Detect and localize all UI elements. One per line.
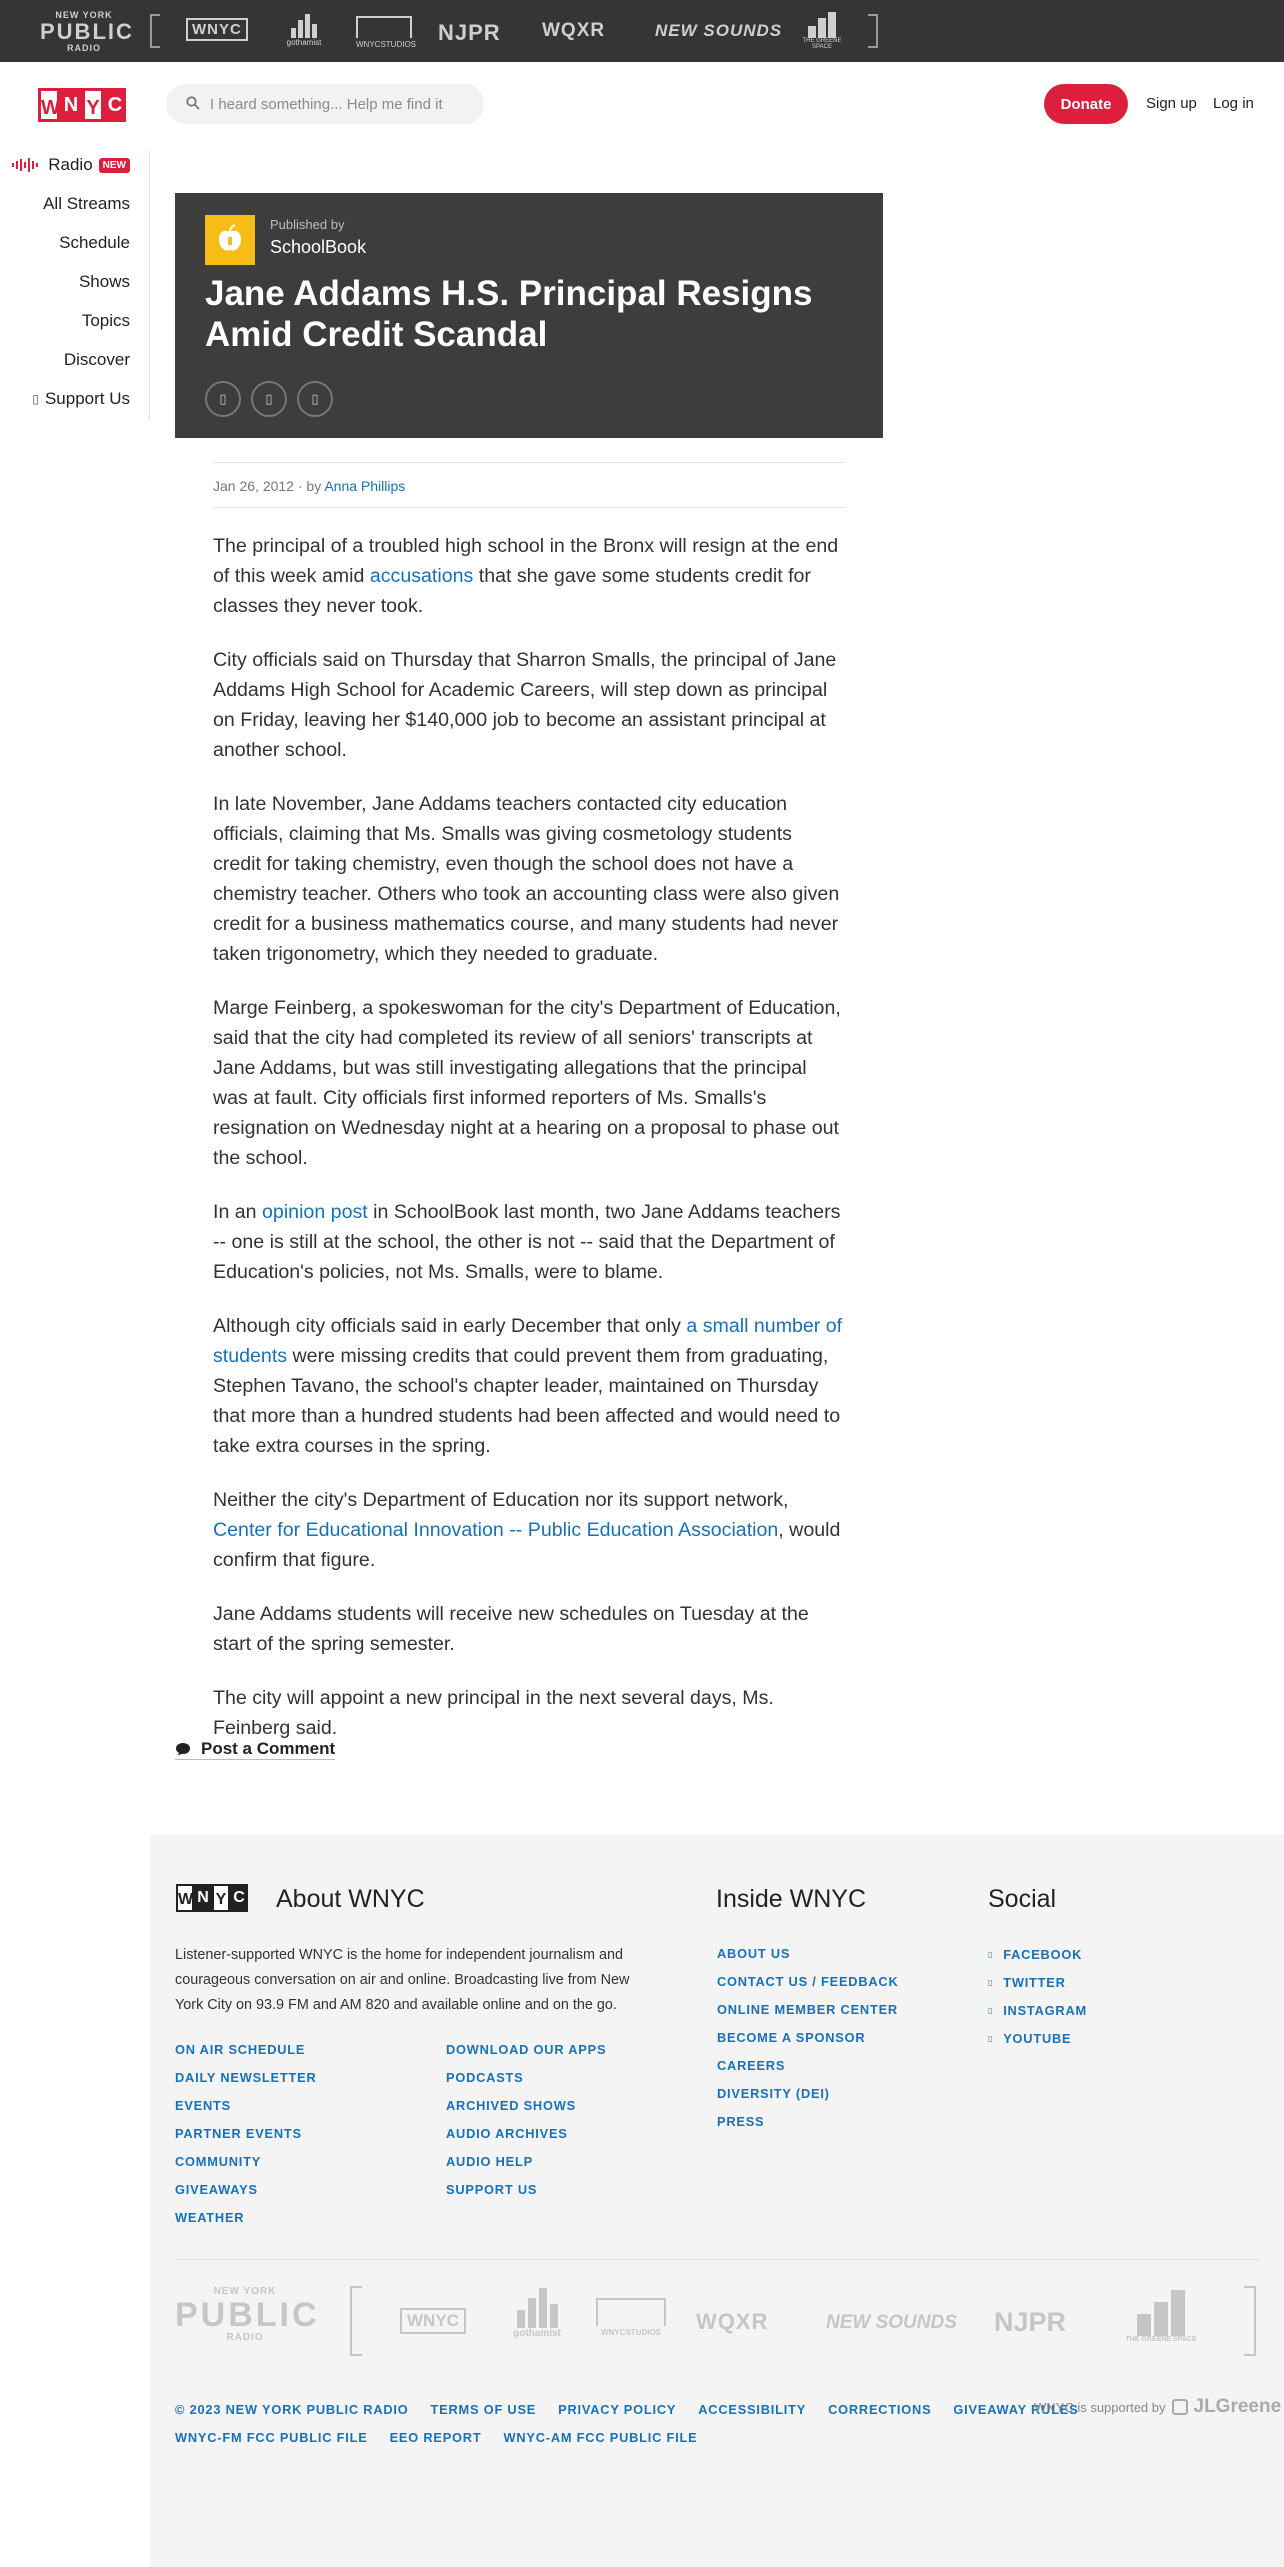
footer-link-audio-help[interactable]: AUDIO HELP — [446, 2154, 533, 2169]
donate-button[interactable]: Donate — [1044, 84, 1128, 124]
social-youtube[interactable] — [988, 2025, 1087, 2053]
page-title: Jane Addams H.S. Principal Resigns Amid Credit Scandal — [205, 274, 813, 354]
footer-logo-c: C — [230, 1884, 248, 1912]
footer-njpr-logo[interactable]: NJPR — [994, 2307, 1067, 2337]
footer-link-download-apps[interactable]: DOWNLOAD OUR APPS — [446, 2042, 607, 2057]
footer-bottom-row2 — [175, 2430, 697, 2445]
published-by-label: Published by — [270, 217, 345, 232]
studios-label: WNYCSTUDIOS — [356, 40, 416, 49]
network-bar — [0, 0, 1284, 62]
footer-bracket-right — [1244, 2286, 1256, 2356]
footer-links-inside — [717, 1940, 899, 2136]
social-instagram[interactable] — [988, 1997, 1087, 2025]
facebook-label: FACEBOOK — [1003, 1947, 1083, 1962]
sidebar-item-topics[interactable]: Topics — [81, 311, 130, 330]
footer-logo-n: N — [194, 1884, 212, 1912]
footer-link-audio-archives[interactable]: AUDIO ARCHIVES — [446, 2126, 568, 2141]
njpr-logo[interactable]: NJPR — [438, 20, 501, 45]
social-title: Social — [988, 1885, 1057, 1913]
footer-link-careers[interactable]: CAREERS — [717, 2058, 786, 2073]
newsounds-logo[interactable]: NEW SOUNDS — [655, 21, 783, 40]
footer-link-weather[interactable]: WEATHER — [175, 2210, 245, 2225]
jlgreene-icon — [1172, 2399, 1188, 2415]
p6-text-b: were missing credits that could prevent them from graduating, Stephen Tavano, the school's chapter leader, maintained on Thursday that more than a hundred students had been affected and would need to take extra courses in the spring. — [213, 1345, 841, 1457]
terms-link[interactable]: TERMS OF USE — [430, 2402, 537, 2417]
wnyc-logo[interactable] — [38, 88, 126, 122]
footer-links-col2 — [446, 2036, 606, 2204]
sidebar-item-radio-label: Radio — [48, 155, 93, 174]
footer-wqxr-logo[interactable]: WQXR — [696, 2309, 769, 2334]
nypr-logo-small: NEW YORK — [55, 10, 113, 20]
twitter-icon: ▯ — [988, 1978, 994, 1987]
login-link[interactable]: Log in — [1213, 95, 1254, 112]
about-title: About WNYC — [276, 1885, 425, 1913]
p5-text-a: In an — [213, 1201, 263, 1223]
footer-divider — [175, 2259, 1260, 2260]
footer-logo-w: W — [176, 1884, 194, 1912]
accusations-link[interactable]: accusations — [369, 565, 474, 587]
signup-link[interactable]: Sign up — [1146, 95, 1197, 112]
p5-text-b: in SchoolBook last month, two Jane Addams teachers -- one is still at the school, the other is not -- said that the Department of Education's policies, not Ms. Smalls, were to blame. — [213, 1201, 841, 1283]
paragraph-4: Marge Feinberg, a spokeswoman for the city's Department of Education, said that the city had completed its review of all seniors' transcripts at Jane Addams, but was still investigating allegations that the principal was at fault. City officials first informed reporters of Ms. Smalls's resignation on Wednesday night at a hearing on a proposal to phase out the school. — [213, 997, 841, 1169]
greene-space-logo[interactable] — [800, 12, 844, 50]
footer-wnyc-logo[interactable] — [176, 1884, 248, 1912]
search-icon — [186, 96, 200, 110]
wqxr-logo[interactable]: WQXR — [542, 20, 606, 41]
wnyc-studios-logo[interactable] — [356, 16, 416, 49]
footer-link-events[interactable]: EVENTS — [175, 2098, 231, 2113]
am-fcc-file-link[interactable]: WNYC-AM FCC PUBLIC FILE — [503, 2430, 698, 2445]
author-link[interactable]: Anna Phillips — [324, 478, 406, 494]
share-email-button[interactable]: ▯ — [297, 381, 333, 417]
footer-link-podcasts[interactable]: PODCASTS — [446, 2070, 524, 2085]
paragraph-2: City officials said on Thursday that Sharron Smalls, the principal of Jane Addams High School for Academic Careers, will step down as principal on Friday, leaving her $140,000 job to become an assistant principal at another school. — [213, 649, 837, 761]
footer-gothamist-logo[interactable] — [506, 2288, 568, 2339]
share-facebook-button[interactable]: ▯ — [205, 381, 241, 417]
wnyc-network-logo[interactable]: WNYC — [186, 18, 248, 41]
footer-link-about-us[interactable]: ABOUT US — [717, 1946, 791, 1961]
privacy-link[interactable]: PRIVACY POLICY — [558, 2402, 677, 2417]
instagram-label: INSTAGRAM — [1003, 2003, 1087, 2018]
comment-icon — [175, 1742, 191, 1756]
schoolbook-logo[interactable] — [205, 215, 255, 265]
footer-greene-logo[interactable] — [1124, 2290, 1198, 2343]
footer-logo-y: Y — [212, 1884, 230, 1912]
footer-wnyc-network-logo[interactable]: WNYC — [400, 2308, 466, 2334]
audio-wave-icon — [12, 158, 42, 172]
social-facebook[interactable] — [988, 1941, 1087, 1969]
footer-bottom-row1 — [175, 2402, 1078, 2417]
sidebar-item-schedule[interactable]: Schedule — [59, 233, 130, 252]
footer-gothamist-label: gothamist — [513, 2328, 561, 2339]
paragraph-1 — [213, 531, 845, 621]
search-bar[interactable] — [166, 84, 484, 124]
article-date: Jan 26, 2012 — [213, 478, 294, 494]
sidebar-item-support-label: Support Us — [44, 389, 130, 408]
article-hero — [175, 193, 883, 438]
footer-link-diversity[interactable]: DIVERSITY (DEI) — [717, 2086, 830, 2101]
eeo-report-link[interactable]: EEO REPORT — [389, 2430, 482, 2445]
p6-text-a: Although city officials said in early December that only — [213, 1315, 687, 1337]
footer-link-on-air-schedule[interactable]: ON AIR SCHEDULE — [175, 2042, 306, 2057]
paragraph-6 — [213, 1311, 845, 1461]
paragraph-8: Jane Addams students will receive new schedules on Tuesday at the start of the spring semester. — [213, 1603, 809, 1655]
youtube-label: YOUTUBE — [1003, 2031, 1072, 2046]
footer-link-press[interactable]: PRESS — [717, 2114, 765, 2129]
footer-link-archived-shows[interactable]: ARCHIVED SHOWS — [446, 2098, 576, 2113]
gothamist-label: gothamist — [286, 38, 322, 47]
footer — [150, 1834, 1284, 2567]
share-twitter-button[interactable]: ▯ — [251, 381, 287, 417]
paragraph-5 — [213, 1197, 845, 1287]
sidebar-item-support-us[interactable] — [32, 389, 130, 409]
footer-link-community[interactable]: COMMUNITY — [175, 2154, 262, 2169]
footer-greene-label: THE GREENE SPACE — [1125, 2336, 1197, 2343]
footer-link-partner-events[interactable]: PARTNER EVENTS — [175, 2126, 302, 2141]
sidebar-item-discover[interactable]: Discover — [63, 350, 130, 369]
inside-title: Inside WNYC — [716, 1885, 867, 1913]
side-nav — [0, 150, 150, 420]
search-input[interactable] — [210, 92, 470, 116]
publisher-name[interactable]: SchoolBook — [270, 237, 367, 257]
footer-link-member-center[interactable]: ONLINE MEMBER CENTER — [717, 2002, 898, 2017]
p7-text-b: , would confirm that figure. — [213, 1519, 841, 1571]
twitter-label: TWITTER — [1003, 1975, 1066, 1990]
nypr-logo-big: PUBLIC — [40, 19, 134, 44]
article-body — [213, 531, 845, 1767]
nypr-logo-sub: RADIO — [67, 43, 101, 53]
footer-studios-logo[interactable] — [596, 2298, 666, 2337]
footer-nypr-small: NEW YORK — [213, 2286, 277, 2297]
fm-fcc-file-link[interactable]: WNYC-FM FCC PUBLIC FILE — [175, 2430, 368, 2445]
new-badge: NEW — [99, 158, 130, 173]
apple-icon — [205, 215, 255, 265]
corrections-link[interactable]: CORRECTIONS — [828, 2402, 932, 2417]
instagram-icon: ▯ — [988, 2006, 994, 2015]
facebook-icon: ▯ — [988, 1950, 994, 1959]
logo-letter-c: C — [104, 88, 126, 122]
post-comment-link[interactable] — [175, 1739, 335, 1760]
footer-link-support-us[interactable]: SUPPORT US — [446, 2182, 538, 2197]
footer-nypr-logo[interactable] — [175, 2286, 320, 2344]
copyright: © 2023 NEW YORK PUBLIC RADIO — [175, 2402, 409, 2417]
sponsor-name[interactable]: JLGreene — [1193, 2396, 1282, 2417]
footer-nypr-big: PUBLIC — [175, 2296, 320, 2334]
bracket-left — [150, 14, 160, 48]
nypr-logo[interactable] — [40, 10, 134, 54]
p7-text-a: Neither the city's Department of Education nor its support network, — [213, 1489, 789, 1511]
footer-nypr-sub: RADIO — [226, 2332, 264, 2343]
meta-by: by — [306, 478, 322, 494]
sidebar-item-all-streams[interactable]: All Streams — [43, 194, 130, 213]
sidebar-item-radio[interactable] — [12, 155, 130, 175]
footer-link-become-sponsor[interactable]: BECOME A SPONSOR — [717, 2030, 866, 2045]
opinion-post-link[interactable]: opinion post — [262, 1201, 368, 1223]
paragraph-9: The city will appoint a new principal in the next several days, Ms. Feinberg said. — [213, 1687, 774, 1739]
p1-text-a: The principal of a troubled high school in the Bronx will resign at the end of this week amid — [213, 535, 839, 587]
footer-links-social — [988, 1941, 1087, 2053]
gothamist-logo[interactable] — [284, 14, 324, 47]
footer-studios-label: WNYCSTUDIOS — [601, 2328, 661, 2337]
supported-by — [1034, 2396, 1281, 2418]
meta-separator: · — [297, 478, 303, 494]
greene-label: THE GREENE SPACE — [802, 38, 842, 50]
small-number-link[interactable]: a small number of students — [213, 1315, 843, 1367]
footer-bracket-left — [350, 2286, 362, 2356]
social-twitter[interactable] — [988, 1969, 1087, 1997]
logo-letter-w: W — [38, 88, 60, 122]
paragraph-7 — [213, 1485, 845, 1575]
article-meta — [213, 462, 845, 508]
footer-newsounds-logo[interactable]: NEW SOUNDS — [826, 2312, 957, 2333]
accessibility-link[interactable]: ACCESSIBILITY — [698, 2402, 807, 2417]
youtube-icon: ▯ — [988, 2034, 994, 2043]
footer-links-col1 — [175, 2036, 317, 2232]
supported-by-label: WNYC is supported by — [1034, 2399, 1166, 2415]
p1-text-b: that she gave some students credit for classes they never took. — [213, 565, 811, 617]
cei-pea-link[interactable]: Center for Educational Innovation -- Public Education Association — [213, 1519, 779, 1541]
footer-link-daily-newsletter[interactable]: DAILY NEWSLETTER — [175, 2070, 317, 2085]
post-comment-label: Post a Comment — [201, 1739, 336, 1758]
support-icon: ▯ — [32, 392, 39, 406]
paragraph-3: In late November, Jane Addams teachers contacted city education officials, claiming that Ms. Smalls was giving cosmetology students credit for taking chemistry, even though the school does not have a chemistry teacher. Others who took an accounting class were also given credit for a business mathematics course, and many students had never taken trigonometry, which they needed to graduate. — [213, 793, 840, 965]
bracket-right — [868, 14, 878, 48]
footer-link-contact[interactable]: CONTACT US / FEEDBACK — [717, 1974, 899, 1989]
logo-letter-y: Y — [82, 88, 104, 122]
footer-link-giveaways[interactable]: GIVEAWAYS — [175, 2182, 258, 2197]
about-description: Listener-supported WNYC is the home for independent journalism and courageous conversation on air and online. Broadcasting live from New York City on 93.9 FM and AM 820 and available online and on the go. — [175, 1947, 630, 2013]
logo-letter-n: N — [60, 88, 82, 122]
sidebar-item-shows[interactable]: Shows — [78, 272, 130, 291]
giveaway-rules-link[interactable]: GIVEAWAY RULES — [953, 2402, 1079, 2417]
